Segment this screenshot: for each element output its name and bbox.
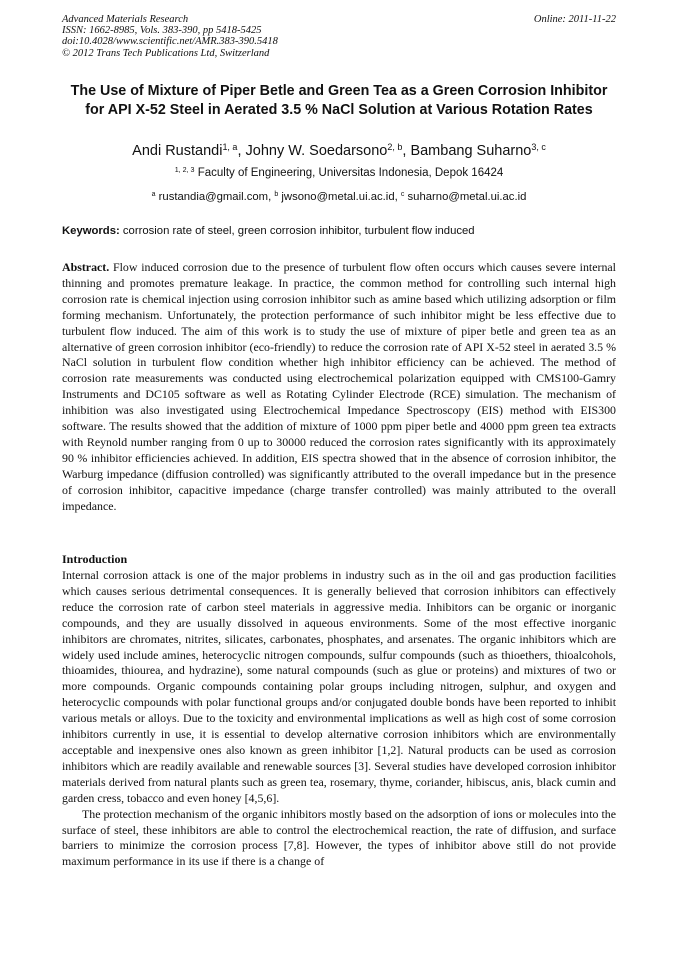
- email-address[interactable]: rustandia@gmail.com: [158, 191, 269, 203]
- author-affiliation-mark: 1, a: [222, 142, 238, 153]
- email-mark: a: [151, 191, 156, 199]
- author-name: Andi Rustandi: [132, 143, 223, 159]
- email-list: $^a$ rustandia@gmail.com, $^b$ jwsono@metal.ui.ac.id, $^c$ suharno@metal.ui.ac.id: [151, 191, 527, 203]
- journal-name: Advanced Materials Research: [62, 14, 189, 25]
- author-name: Johny W. Soedarsono: [245, 143, 388, 159]
- abstract-label: Abstract.: [62, 260, 110, 274]
- email-mark: b: [274, 191, 279, 199]
- author-affiliation-mark: 3, c: [531, 142, 546, 153]
- abstract-text: Flow induced corrosion due to the presence of turbulent flow often occurs which causes severe internal thinning and promotes premature leakage. In practice, the common method for controlling such internal high corrosion rate is chemical injection using corrosion inhibitor such as amine based which utilizing adsorption or film forming mechanism. Unfortunately, the protection performance of such inhibitor might be less effective due to turbulent flow induced. The aim of this work is to study the use of mixture of piper betle and green tea as an alternative of green corrosion inhibitor (eco-friendly) to reduce the corrosion rate of API X-52 steel in aerated 3.5 % NaCl solution in turbulent flow condition whether high inhibitor efficiency can be achieved. The method of corrosion rate measurements was conducted using electrochemical polarization equipped with CMS100-Gamry Instruments and DC105 software as well as Rotating Cylinder Electrode (RCE) simulation. The mechanism of inhibition was also investigated using Electrochemical Impedance Spectroscopy (EIS) method with EIS300 software. The results showed that the addition of mixture of 1000 ppm piper betle and 4000 ppm green tea extracts with Reynold number ranging from 0 up to 30000 reduced the corrosion rates significantly with its approximately 90 % inhibitor efficiencies achieved. In addition, EIS spectra showed that in the absence of corrosion inhibitor, the Warburg impedance (diffusion controlled) was significantly attributed to the overall impedance but in the presence of corrosion inhibitor, capacitive impedance (charge transfer controlled) was mainly attributed to the overall impedance.: [62, 260, 616, 513]
- paper-title: The Use of Mixture of Piper Betle and Green Tea as a Green Corrosion Inhibitor for API X-52 Steel in Aerated 3.5 % NaCl Solution at Various Rotation Rates: [70, 83, 608, 118]
- online-date: Online: 2011-11-22: [533, 14, 616, 25]
- author-separator: ,: [237, 143, 246, 159]
- email-address[interactable]: jwsono@metal.ui.ac.id: [281, 191, 395, 203]
- section-heading-introduction: Introduction: [62, 552, 128, 566]
- author-separator: ,: [402, 143, 411, 159]
- journal-doi: doi:10.4028/www.scientific.net/AMR.383-390.5418: [62, 36, 278, 48]
- affiliation-text: Faculty of Engineering, Universitas Indonesia, Depok 16424: [197, 167, 504, 179]
- abstract: [62, 260, 616, 515]
- email-mark: c: [400, 191, 405, 199]
- affiliation: [40, 166, 638, 180]
- journal-issn: ISSN: 1662-8985, Vols. 383-390, pp 5418-5425: [62, 25, 262, 37]
- keywords-text: corrosion rate of steel, green corrosion inhibitor, turbulent flow induced: [122, 225, 475, 237]
- journal-copyright: © 2012 Trans Tech Publications Ltd, Switzerland: [62, 47, 270, 59]
- keywords: [62, 224, 616, 238]
- affiliation-mark: 1, 2, 3: [174, 166, 195, 175]
- introduction-body: [62, 568, 616, 870]
- journal-info: [62, 14, 278, 59]
- paragraph: The protection mechanism of the organic inhibitors mostly based on the adsorption of ions or molecules into the surface of steel, these inhibitors are able to control the electrochemical reaction, the rate of diffusion, and surface barriers to minimize the corrosion process [7,8]. However, the types of inhibitor above still do not provide maximum performance in its use if there is a change of: [62, 806, 616, 869]
- author-list: [40, 142, 638, 160]
- paragraph: Internal corrosion attack is one of the major problems in industry such as in the oil and gas production facilities which causes serious detrimental consequences. It is generally believed that corrosion inhibitors can effectively reduce the corrosion rate of carbon steel materials in aggressive media. Inhibitors can be organic or inorganic compounds, and they are usually dissolved in aqueous environments. Some of the most effective inorganic inhibitors are chromates, nitrites, silicates, carbonates, phosphates, and arsenates. The organic inhibitors which are widely used include amines, heterocyclic nitrogen compounds, sulfur compounds (such as thioethers, thioalcohols, thioamides, thiourea, and hydrazine), some natural compounds (such as glue or proteins) and mixtures of two or more compounds. Organic compounds containing polar groups including nitrogen, sulphur, and oxygen and heterocyclic compounds with polar functional groups and/or conjugated double bonds have been reported to inhibit various metals or alloys. Due to the toxicity and environmental implications as well as high cost of some corrosion inhibitors currently in use, it is essential to develop alternative corrosion inhibitors which are environmentally acceptable and inexpensive ones also known as green inhibitor [1,2]. Natural products can be used as corrosion inhibitors which are readily available and renewable sources [3]. Several studies have developed corrosion inhibitor materials derived from natural plants such as green tea, rosemary, thyme, coriander, hibiscus, anis, black cumin and garden cress, tobacco and even honey [4,5,6].: [62, 568, 616, 805]
- author-name: Bambang Suharno: [410, 143, 532, 159]
- author-affiliation-mark: 2, b: [387, 142, 403, 153]
- email-address[interactable]: suharno@metal.ui.ac.id: [407, 191, 527, 203]
- keywords-label: Keywords:: [62, 225, 120, 237]
